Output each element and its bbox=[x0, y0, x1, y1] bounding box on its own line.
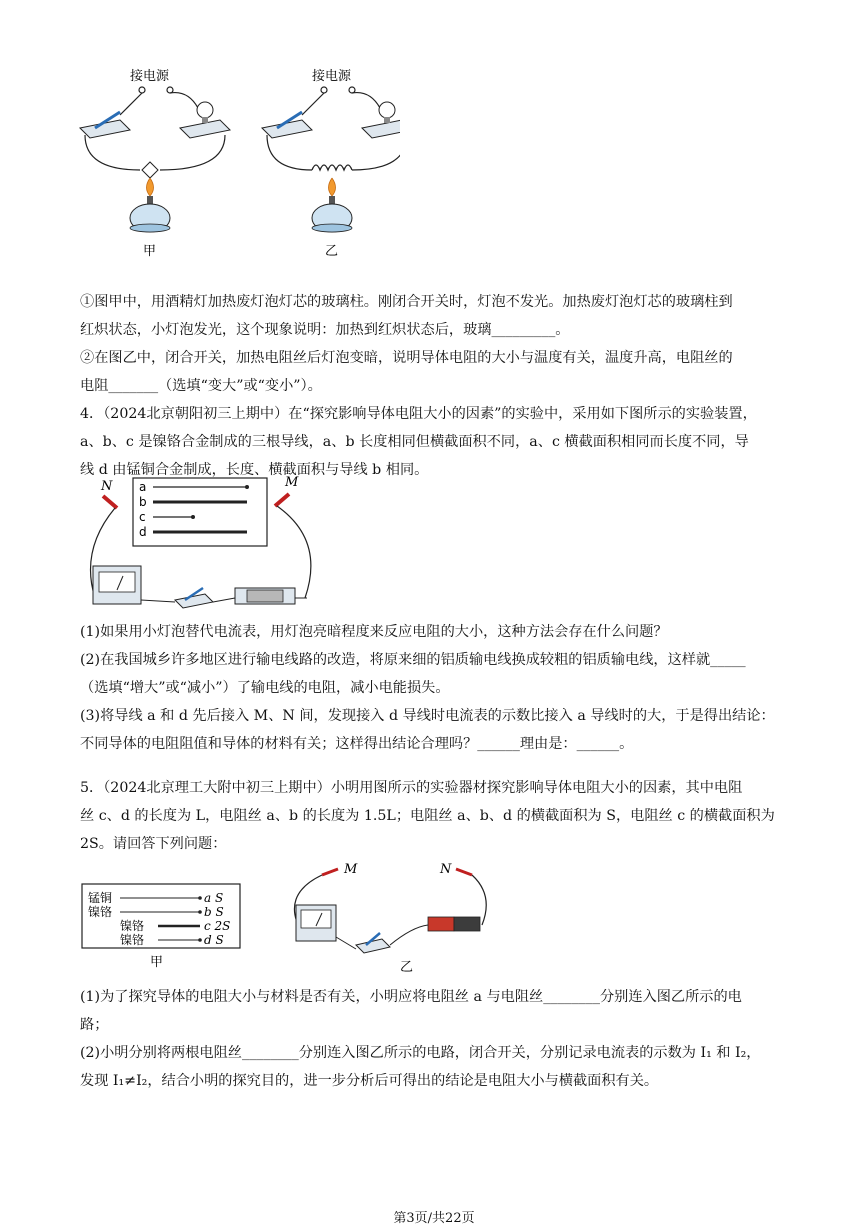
q3-line: ②在图乙中，闭合开关，加热电阻丝后灯泡变暗，说明导体电阻的大小与温度有关，温度升高，电阻丝的 bbox=[80, 350, 733, 366]
question-4-subquestions bbox=[80, 618, 800, 758]
wire-id: c 2S bbox=[204, 919, 231, 933]
q5-line: 丝 c、d 的长度为 L，电阻丝 a、b 的长度为 1.5L；电阻丝 a、b、d 的横截面积为 S，电阻丝 c 的横截面积为 bbox=[80, 808, 775, 824]
figure-q5-wires-jia bbox=[78, 880, 248, 970]
wire-id: d S bbox=[204, 933, 224, 947]
q4-sub2: (2)在我国城乡许多地区进行输电线路的改造，将原来细的铝质输电线换成较粗的铝质输电线，这样就_____ bbox=[80, 652, 746, 668]
caption-jia: 甲 bbox=[150, 955, 164, 970]
q5-sub2: (2)小明分别将两根电阻丝________分别连入图乙所示的电路，闭合开关，分别记录电流表的示数为 I₁ 和 I₂， bbox=[80, 1045, 761, 1061]
figure-heating-experiment bbox=[70, 60, 400, 260]
q5-line: 2S。请回答下列问题： bbox=[80, 836, 227, 852]
label-M: M bbox=[285, 475, 299, 490]
material-label: 镍铬 bbox=[120, 933, 145, 947]
power-label-jia: 接电源 bbox=[130, 69, 170, 84]
circuit-yi bbox=[262, 68, 400, 259]
label-N: N bbox=[101, 479, 113, 494]
page-footer: 第3页/共22页 bbox=[393, 1211, 475, 1226]
q4-sub3: (3)将导线 a 和 d 先后接入 M、N 间，发现接入 d 导线时电流表的示数比接入 a 导线时的大，于是得出结论： bbox=[80, 708, 775, 724]
label-N: N bbox=[440, 862, 452, 877]
wire-label: b bbox=[139, 495, 147, 509]
material-label: 镍铬 bbox=[88, 905, 113, 919]
q4-sub2: （选填“增大”或“减小”）了输电线的电阻，减小电能损失。 bbox=[80, 680, 450, 696]
q4-line: a、b、c 是镍铬合金制成的三根导线，a、b 长度相同但横截面积不同，a、c 横截面积相同而长度不同，导 bbox=[80, 434, 749, 450]
q4-line: 线 d 由锰铜合金制成，长度、横截面积与导线 b 相同。 bbox=[80, 462, 429, 478]
label-M: M bbox=[344, 862, 358, 877]
circuit-jia bbox=[80, 68, 230, 259]
q5-line: 5．（2024北京理工大附中初三上期中）小明用图所示的实验器材探究影响导体电阻大小的因素，其中电阻 bbox=[80, 780, 743, 796]
wire-label: d bbox=[139, 525, 147, 539]
caption-yi: 乙 bbox=[400, 960, 414, 975]
q3-line: 电阻_______（选填“变大”或“变小”）。 bbox=[80, 378, 322, 394]
material-label: 镍铬 bbox=[120, 919, 145, 933]
q5-sub1: (1)为了探究导体的电阻大小与材料是否有关，小明应将电阻丝 a 与电阻丝________分别连入图乙所示的电 bbox=[80, 989, 742, 1005]
wire-id: b S bbox=[204, 905, 224, 919]
q3-line: 红炽状态，小灯泡发光，这个现象说明：加热到红炽状态后，玻璃_________。 bbox=[80, 322, 570, 338]
wire-label: c bbox=[139, 510, 146, 524]
question-3-text bbox=[80, 288, 800, 400]
power-label-yi: 接电源 bbox=[312, 69, 352, 84]
question-5-text bbox=[80, 774, 800, 858]
q4-sub1: (1)如果用小灯泡替代电流表，用灯泡亮暗程度来反应电阻的大小，这种方法会存在什么问题？ bbox=[80, 624, 668, 640]
q4-sub3: 不同导体的电阻阻值和导体的材料有关；这样得出结论合理吗？______理由是：______。 bbox=[80, 736, 634, 752]
figure-q5-circuit-yi bbox=[272, 855, 502, 975]
q4-line: 4．（2024北京朝阳初三上期中）在“探究影响导体电阻大小的因素”的实验中，采用如下图所示的实验装置， bbox=[80, 406, 757, 422]
q3-line: ①图甲中，用酒精灯加热废灯泡灯芯的玻璃柱。刚闭合开关时，灯泡不发光。加热废灯泡灯芯的玻璃柱到 bbox=[80, 294, 733, 310]
q5-sub2: 发现 I₁≠I₂，结合小明的探究目的，进一步分析后可得出的结论是电阻大小与横截面积有关。 bbox=[80, 1073, 659, 1089]
figure-q4-apparatus bbox=[75, 470, 335, 615]
wire-label: a bbox=[139, 480, 147, 494]
caption-yi: 乙 bbox=[325, 244, 339, 259]
caption-jia: 甲 bbox=[143, 244, 157, 259]
material-label: 锰铜 bbox=[88, 891, 113, 905]
q5-sub1: 路； bbox=[80, 1017, 109, 1033]
question-5-subquestions bbox=[80, 983, 800, 1095]
wire-id: a S bbox=[204, 891, 224, 905]
